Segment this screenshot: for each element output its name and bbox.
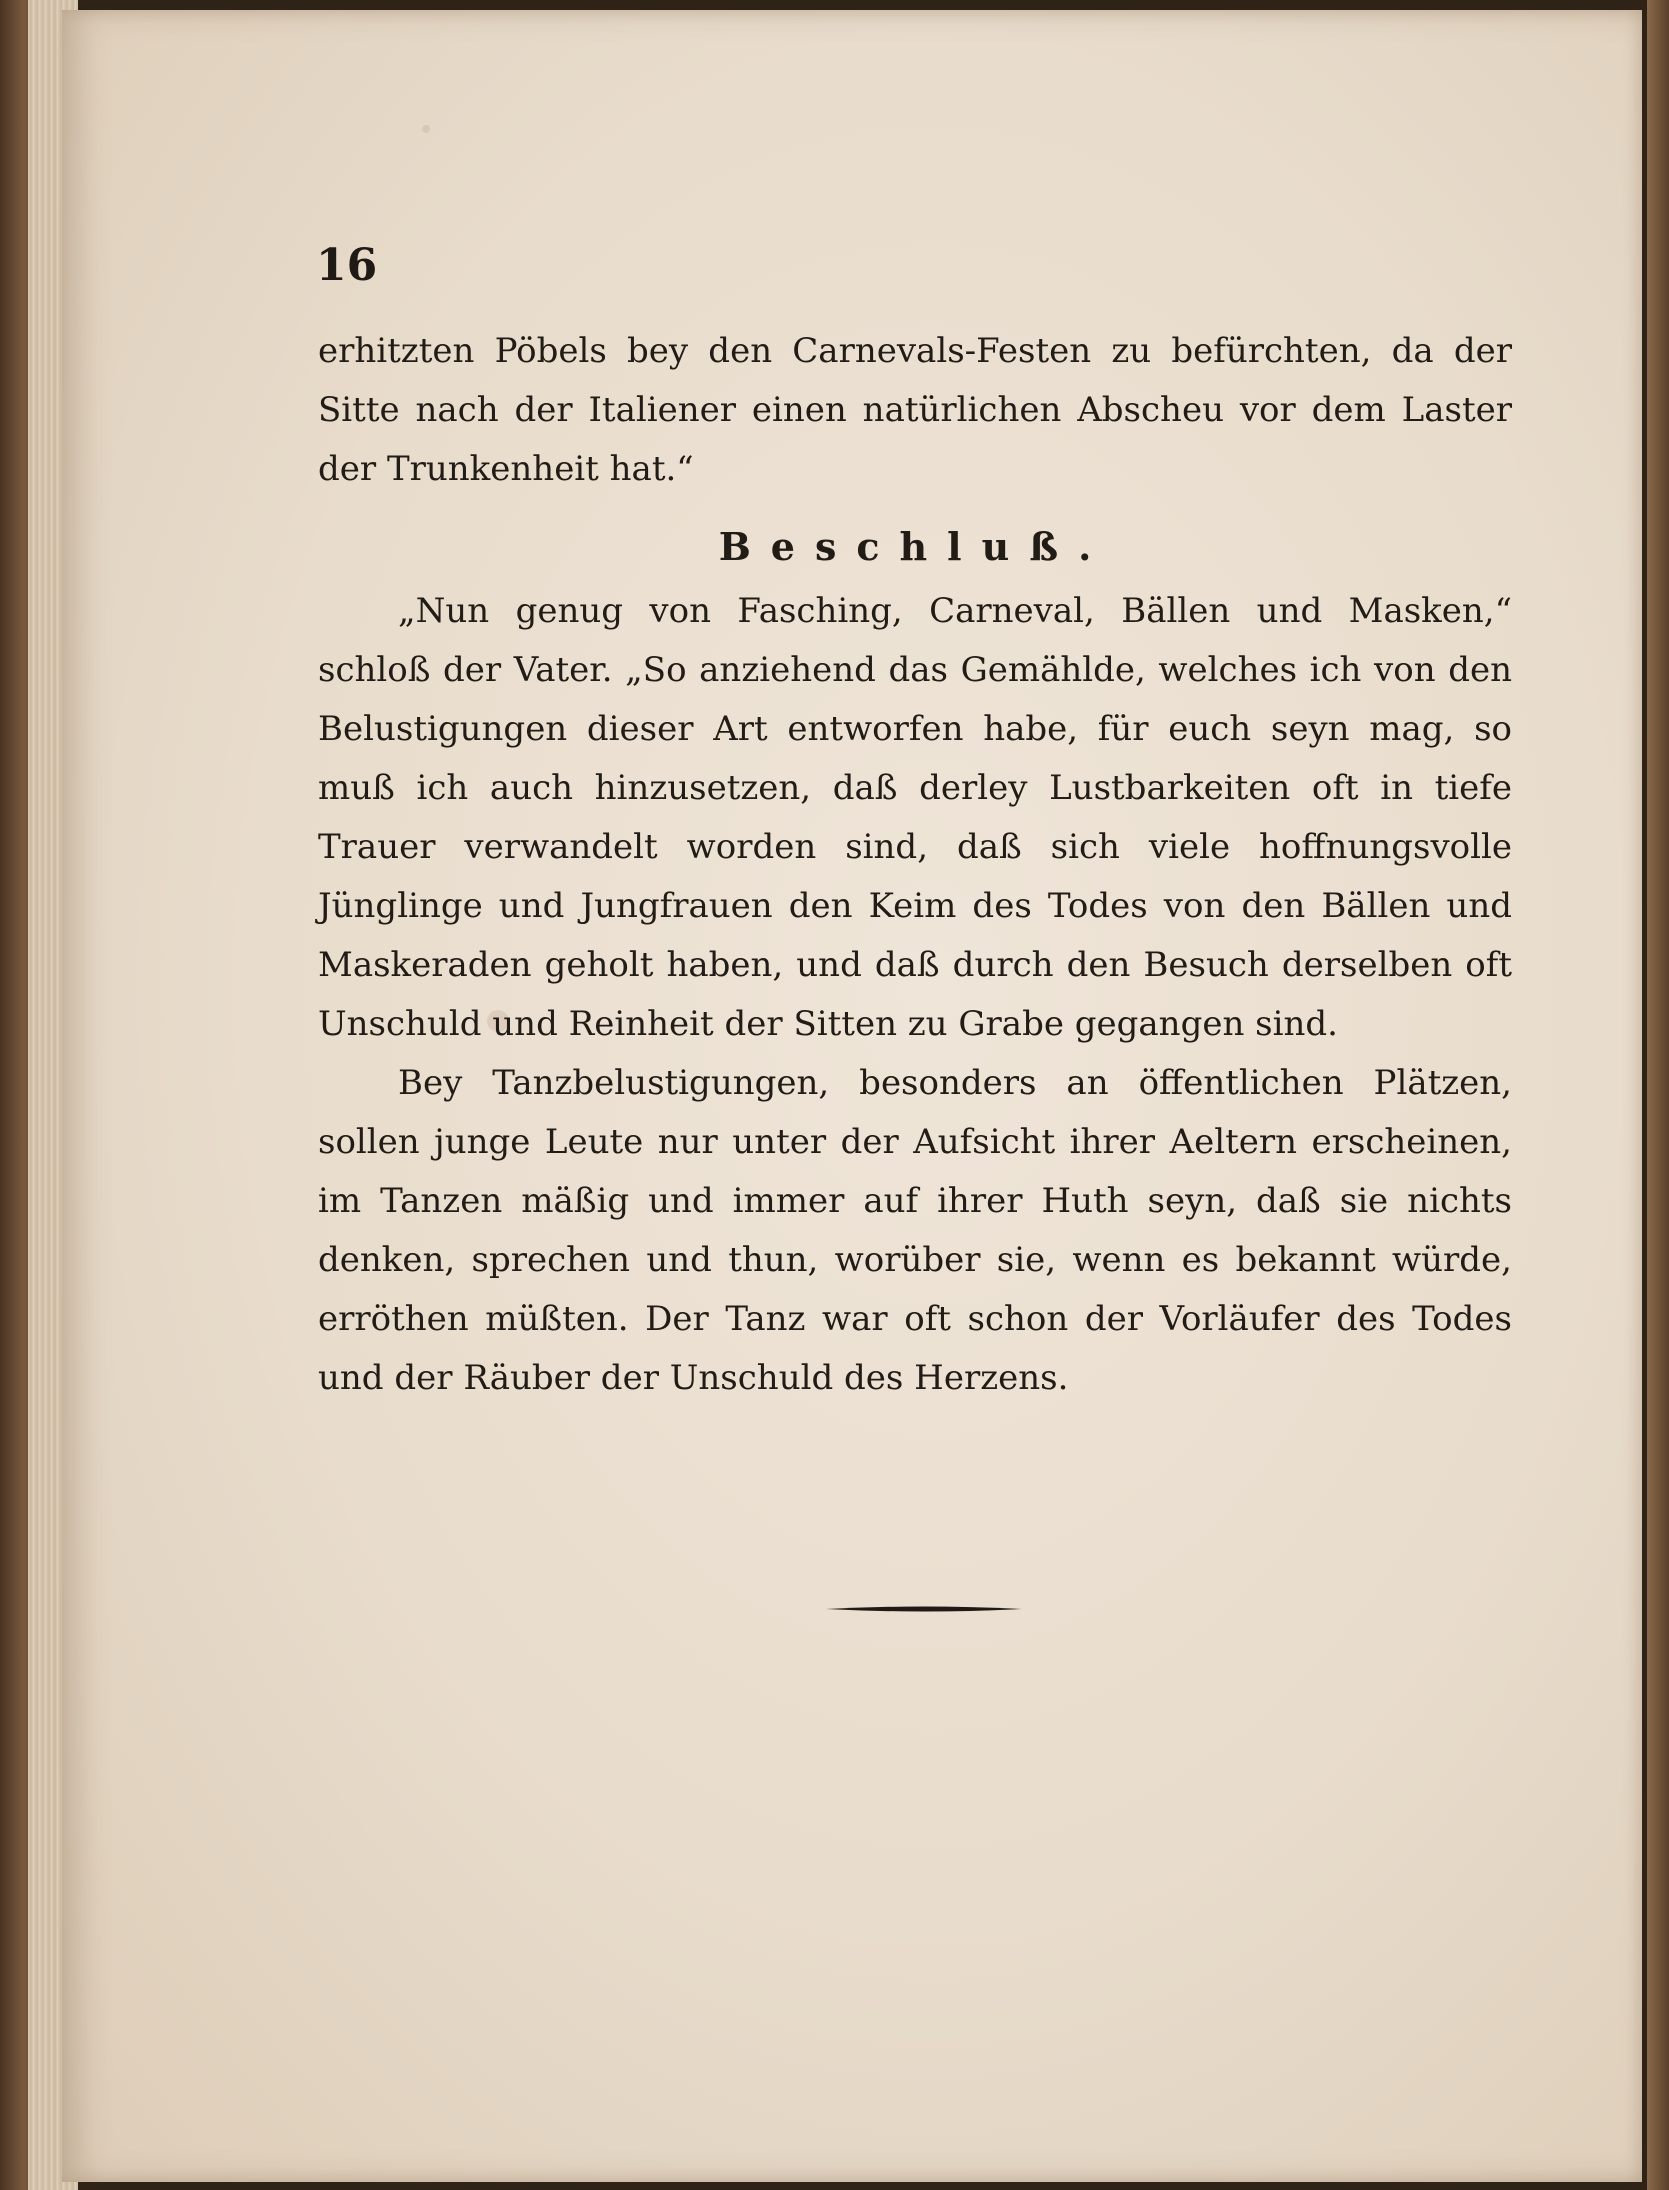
opening-paragraph: erhitzten Pöbels bey den Carnevals-Festen zu befürchten, da der Sitte nach der Italiener einen natürlichen Abscheu vor dem Laster der Trunkenheit hat.“ [318, 331, 1512, 489]
paragraph: „Nun genug von Fasching, Carneval, Bällen und Masken,“ schloß der Vater. „So anziehend das Gemählde, welches ich von den Belustigungen dieser Art entworfen habe, für euch seyn mag, so muß ich auch hinzusetzen, daß derley Lustbarkeiten oft in tiefe Trauer verwandelt worden sind, daß sich viele hoffnungsvolle Jünglinge und Jungfrauen den Keim des Todes von den Bällen und Maskeraden geholt haben, und daß durch den Besuch derselben oft Unschuld und Reinheit der Sitten zu Grabe gegangen sind. [318, 591, 1512, 1044]
paper-stain [422, 125, 430, 133]
paragraph: Bey Tanzbelustigungen, besonders an öffentlichen Plätzen, sollen junge Leute nur unter der Aufsicht ihrer Aeltern erscheinen, im Tanzen mäßig und immer auf ihrer Huth seyn, daß sie nichts denken, sprechen und thun, worüber sie, wenn es bekannt würde, erröthen müßten. Der Tanz war oft schon der Vorläufer des Todes und der Räuber der Unschuld des Herzens. [318, 1063, 1512, 1398]
page-number: 16 [316, 240, 378, 291]
book-cover-right-edge [1647, 0, 1669, 2190]
page-body [318, 322, 1512, 1408]
end-rule [826, 1605, 1022, 1613]
section-heading: Beschluß. [718, 524, 1112, 569]
